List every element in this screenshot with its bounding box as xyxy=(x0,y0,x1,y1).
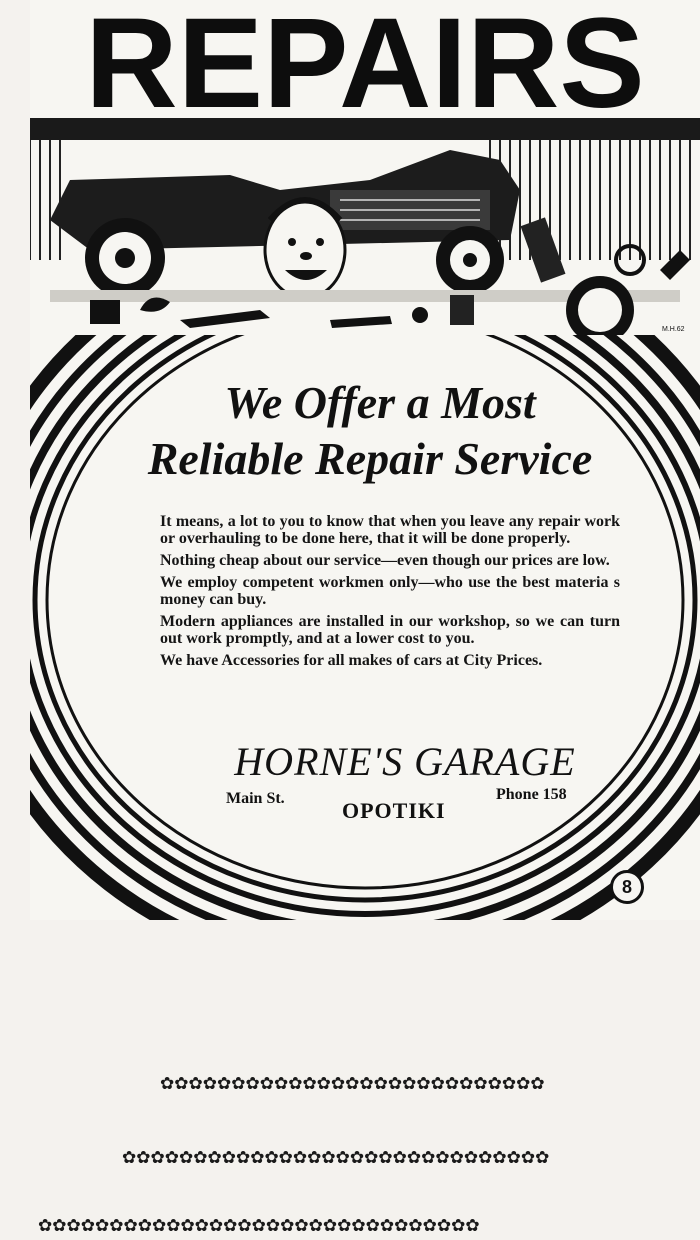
ornament-divider: ✿✿✿✿✿✿✿✿✿✿✿✿✿✿✿✿✿✿✿✿✿✿✿✿✿✿✿✿✿✿✿ xyxy=(38,1216,480,1236)
ornament-divider: ✿✿✿✿✿✿✿✿✿✿✿✿✿✿✿✿✿✿✿✿✿✿✿✿✿✿✿✿✿✿ xyxy=(122,1148,550,1168)
body-text xyxy=(120,513,620,669)
paragraph: We employ competent workmen only—who use the best materia s money can buy. xyxy=(160,574,620,608)
tagline-line-2: Reliable Repair Service xyxy=(147,433,593,484)
phone-number: Phone 158 xyxy=(496,786,567,803)
headline-title: REPAIRS xyxy=(85,0,645,135)
mechanic-car-illustration xyxy=(30,120,700,350)
artist-signature: M.H.62 xyxy=(662,326,685,333)
round-logo-mark: 8 xyxy=(610,870,644,904)
paragraph: Modern appliances are installed in our workshop, so we can turn out work promptly, and at a lower cost to you. xyxy=(160,613,620,647)
street-address: Main St. xyxy=(226,790,285,807)
paragraph: It means, a lot to you to know that when you leave any repair work or overhauling to be done here, that it will be done properly. xyxy=(160,513,620,547)
paragraph: Nothing cheap about our service—even though our prices are low. xyxy=(160,552,610,569)
ornament-divider: ✿✿✿✿✿✿✿✿✿✿✿✿✿✿✿✿✿✿✿✿✿✿✿✿✿✿✿ xyxy=(160,1074,545,1094)
garage-advertisement xyxy=(30,0,700,920)
tagline-line-1: We Offer a Most xyxy=(224,377,536,428)
paragraph: We have Accessories for all makes of cars at City Prices. xyxy=(160,652,543,669)
business-name: HORNE'S GARAGE xyxy=(234,739,576,784)
ad-copy xyxy=(120,375,620,674)
town-name: OPOTIKI xyxy=(342,798,446,823)
